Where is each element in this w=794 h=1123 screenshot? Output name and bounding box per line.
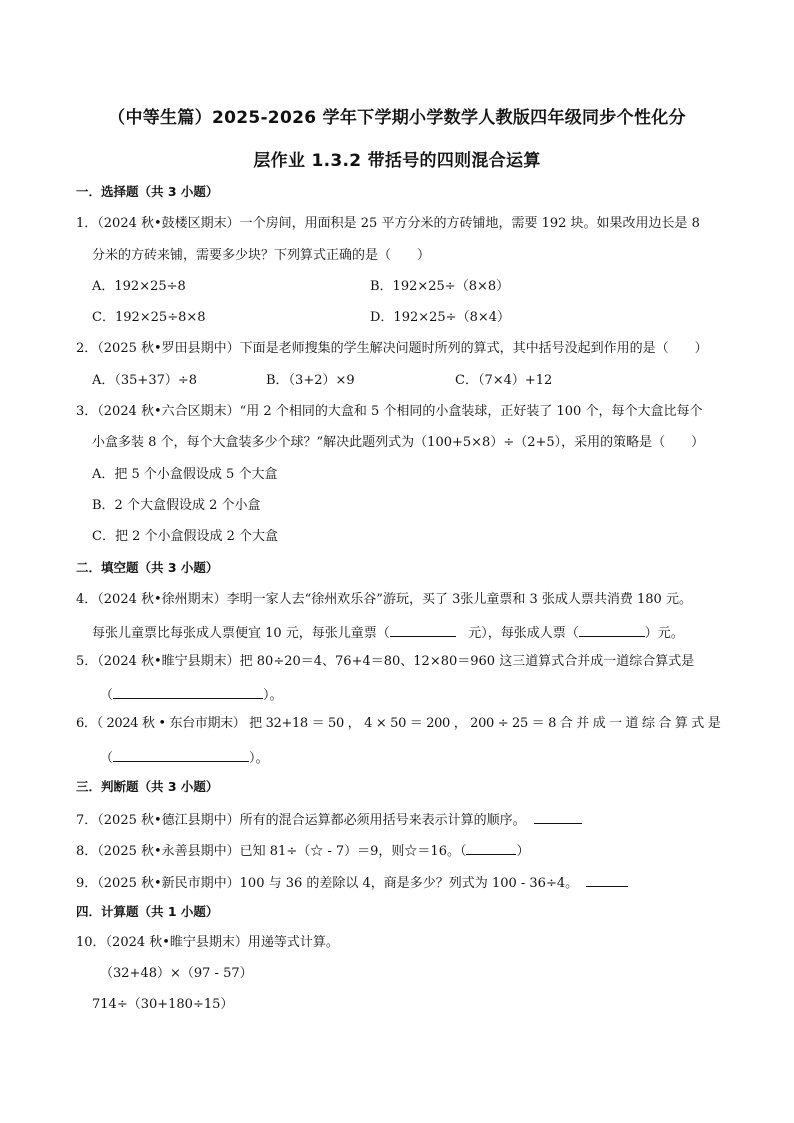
- question-5-text: 5．（2024 秋•睢宁县期末）把 80÷20＝4、76+4＝80、12×80＝960 这三道算式合并成一道综合算式是: [76, 654, 695, 669]
- question-8-blank[interactable]: [466, 840, 516, 855]
- page-title-line-1: （中等生篇）2025-2026 学年下学期小学数学人教版四年级同步个性化分: [108, 108, 686, 128]
- question-4-unit-1: 元: [455, 626, 482, 641]
- section-heading-choice: 一．选择题（共 3 小题）: [76, 184, 219, 199]
- question-8-close-paren: ）: [516, 844, 530, 859]
- question-3-option-c[interactable]: C．把 2 个小盒假设成 2 个大盒: [92, 529, 279, 544]
- question-1-text-cont: 分米的方砖来铺，需要多少块？下列算式正确的是（ ）: [92, 248, 431, 263]
- question-10-expression-2: 714÷（30+180÷15）: [92, 997, 234, 1012]
- question-5-close-paren: ）。: [263, 688, 283, 703]
- question-4-part-a: 每张儿童票比每张成人票便宜 10 元，每张儿童票（: [92, 626, 390, 641]
- question-8-statement: 8．（2025 秋•永善县期中）已知 81÷（☆ - 7）＝9，则☆＝16。（: [76, 844, 467, 859]
- question-4-blank-adult-ticket[interactable]: [579, 622, 645, 637]
- question-5-open-paren: （: [100, 688, 114, 703]
- question-9-statement: 9．（2025 秋•新民市期中）100 与 36 的差除以 4，商是多少？列式为 100 - 36÷4。: [76, 876, 579, 891]
- question-3-text-cont: 小盒多装 8 个，每个大盒装多少个球？”解决此题列式为（100+5×8）÷（2+5），采用的策略是（ ）: [92, 435, 705, 450]
- section-heading-judge: 三．判断题（共 3 小题）: [76, 779, 219, 794]
- question-6-blank[interactable]: [113, 747, 249, 762]
- question-4-text: 4．（2024 秋•徐州期末）李明一家人去“徐州欢乐谷”游玩，买了 3张儿童票和 3 张成人票共消费 180 元。: [76, 592, 692, 607]
- question-1-option-c[interactable]: C．192×25÷8×8: [92, 310, 206, 325]
- question-4-part-c: ）元。: [644, 626, 684, 641]
- question-2-option-b[interactable]: B．（3+2）×9: [266, 373, 355, 388]
- question-9-blank[interactable]: [586, 872, 628, 887]
- question-6-close-paren: ）。: [249, 751, 269, 766]
- question-5-text-cont: [100, 684, 283, 705]
- question-4-part-b: ），每张成人票（: [481, 626, 579, 641]
- question-4-text-cont: [92, 622, 684, 643]
- question-9-text: [76, 872, 628, 893]
- question-6-text: 6．（ 2024 秋 • 东台市期末） 把 32+18 ＝ 50 ， 4 × 50 ＝ 200 ， 200 ÷ 25 ＝ 8 合 并 成 一 道 综 合 算 式 是: [76, 716, 721, 731]
- question-7-text: [76, 809, 582, 830]
- section-heading-calc: 四．计算题（共 1 小题）: [76, 904, 219, 919]
- question-3-option-a[interactable]: A．把 5 个小盒假设成 5 个大盒: [92, 467, 278, 482]
- question-6-open-paren: （: [100, 751, 114, 766]
- question-10-text: 10．（2024 秋•睢宁县期末）用递等式计算。: [76, 935, 339, 950]
- question-7-statement: 7．（2025 秋•德江县期中）所有的混合运算都必须用括号来表示计算的顺序。: [76, 813, 526, 828]
- question-2-option-c[interactable]: C．（7×4）+12: [455, 373, 553, 388]
- question-1-option-a[interactable]: A．192×25÷8: [92, 279, 186, 294]
- question-8-text: [76, 840, 529, 861]
- question-3-text: 3．（2024 秋•六合区期末）“用 2 个相同的大盒和 5 个相同的小盒装球，正好装了 100 个，每个大盒比每个: [76, 404, 703, 419]
- page-title-line-2: 层作业 1.3.2 带括号的四则混合运算: [253, 151, 541, 171]
- question-1-text: 1．（2024 秋•鼓楼区期末）一个房间，用面积是 25 平方分米的方砖铺地，需要 192 块。如果改用边长是 8: [76, 216, 700, 231]
- question-1-option-d[interactable]: D．192×25÷（8×4）: [370, 310, 510, 325]
- question-3-option-b[interactable]: B．2 个大盒假设成 2 个小盒: [92, 498, 261, 513]
- section-heading-fill: 二．填空题（共 3 小题）: [76, 560, 219, 575]
- question-2-option-a[interactable]: A．（35+37）÷8: [92, 373, 198, 388]
- question-4-blank-child-ticket[interactable]: [390, 622, 456, 637]
- question-1-option-b[interactable]: B．192×25÷（8×8）: [370, 279, 510, 294]
- question-2-text: 2．（2025 秋•罗田县期中）下面是老师搜集的学生解决问题时所列的算式，其中括号没起到作用的是（ ）: [76, 341, 708, 356]
- question-5-blank[interactable]: [113, 684, 263, 699]
- question-10-expression-1: （32+48）×（97 - 57）: [100, 966, 253, 981]
- question-7-blank[interactable]: [534, 809, 582, 824]
- question-6-text-cont: [100, 747, 269, 768]
